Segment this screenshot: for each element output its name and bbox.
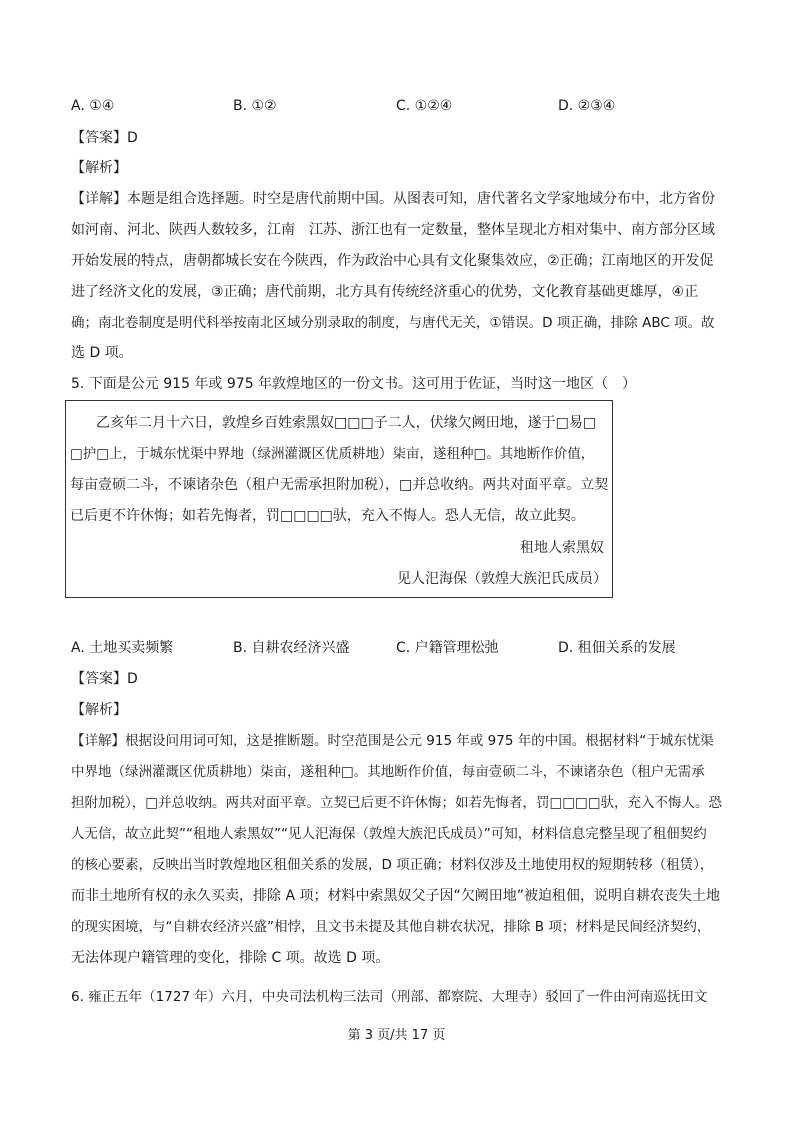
q5-detail-line: 无法体现户籍管理的变化，排除 C 项。故选 D 项。 <box>71 950 390 966</box>
q5-detail-line: 中界地（绿洲灌溉区优质耕地）柒亩，遂租种□。其地断作价值，每亩壹硕二斗，不谏诸杂色（租户无需承 <box>71 764 705 780</box>
document-signature-tenant: 租地人索黑奴 <box>520 540 604 556</box>
q4-answer: 【答案】D <box>71 130 138 146</box>
q5-option-a: A. 土地买卖频繁 <box>71 640 174 656</box>
q4-option-c: C. ①②④ <box>396 98 453 114</box>
q4-analysis-label: 【解析】 <box>71 160 127 176</box>
q4-detail-line: 确；南北卷制度是明代科举按南北区域分别录取的制度，与唐代无关，①错误。D 项正确，排除 ABC 项。故 <box>71 315 715 331</box>
q6-stem: 6. 雍正五年（1727 年）六月，中央司法机构三法司（刑部、都察院、大理寺）驳回了一件由河南巡抚田文 <box>71 989 708 1005</box>
q4-detail-line: 开始发展的特点，唐朝都城长安在今陕西，作为政治中心具有文化聚集效应，②正确；江南地区的开发促 <box>71 253 714 269</box>
q5-detail-line: 【详解】根据设问用词可知，这是推断题。时空范围是公元 915 年或 975 年的中国。根据材料“于城东忧渠 <box>71 733 714 749</box>
q5-detail-line: 而非土地所有权的永久买卖，排除 A 项；材料中索黑奴父子因“欠阙田地”被迫租佃，说明自耕农丧失土地 <box>71 888 720 904</box>
q5-detail-line: 的核心要素，反映出当时敦煌地区租佃关系的发展，D 项正确；材料仅涉及土地使用权的短期转移（租赁）， <box>71 857 714 873</box>
q4-detail-line: 选 D 项。 <box>71 345 133 361</box>
document-signature-witness: 见人汜海保（敦煌大族汜氏成员） <box>397 571 607 587</box>
q4-detail-line: 如河南、河北、陕西人数较多，江南 江苏、浙江也有一定数量，整体呈现北方相对集中、南方部分区域 <box>71 222 715 238</box>
q5-analysis-label: 【解析】 <box>71 702 127 718</box>
q4-option-d: D. ②③④ <box>558 98 616 114</box>
q5-option-d: D. 租佃关系的发展 <box>558 640 676 656</box>
page-footer: 第 3 页/共 17 页 <box>347 1028 446 1043</box>
q5-document-box <box>65 400 613 598</box>
q4-detail-line: 【详解】本题是组合选择题。时空是唐代前期中国。从图表可知，唐代著名文学家地域分布中，北方省份 <box>71 191 715 207</box>
q5-option-b: B. 自耕农经济兴盛 <box>233 640 350 656</box>
q5-option-c: C. 户籍管理松弛 <box>396 640 499 656</box>
q5-detail-line: 担附加税），□并总收纳。两共对面平章。立契已后更不许休悔；如若先悔者，罚□□□□驮，充入不悔人。恐 <box>71 795 723 811</box>
q5-detail-line: 人无信，故立此契”“租地人索黑奴”“见人汜海保（敦煌大族汜氏成员）”可知，材料信息完整呈现了租佃契约 <box>71 826 707 842</box>
document-line: 每亩壹硕二斗，不谏诸杂色（租户无需承担附加税），□并总收纳。两共对面平章。立契 <box>70 477 609 493</box>
q4-option-b: B. ①② <box>233 98 277 114</box>
q4-detail-line: 进了经济文化的发展，③正确；唐代前期，北方具有传统经济重心的优势，文化教育基础更雄厚，④正 <box>71 284 699 300</box>
document-line: 已后更不许休悔；如若先悔者，罚□□□□驮，充入不悔人。恐人无信，故立此契。 <box>70 508 585 524</box>
q4-option-a: A. ①④ <box>71 98 115 114</box>
q5-answer: 【答案】D <box>71 671 138 687</box>
q5-detail-line: 的现实困境，与“自耕农经济兴盛”相悖，且文书未提及其他自耕农状况，排除 B 项；材料是民间经济契约， <box>71 919 711 935</box>
document-line: □护□上，于城东忧渠中界地（绿洲灌溉区优质耕地）柒亩，遂租种□。其地断作价值， <box>70 446 595 462</box>
q5-stem: 5. 下面是公元 915 年或 975 年敦煌地区的一份文书。这可用于佐证，当时这一地区（ ） <box>71 376 637 392</box>
document-line: 乙亥年二月十六日，敦煌乡百姓索黑奴□□□子二人，伏缘欠阙田地，遂于□易□ <box>96 415 597 431</box>
